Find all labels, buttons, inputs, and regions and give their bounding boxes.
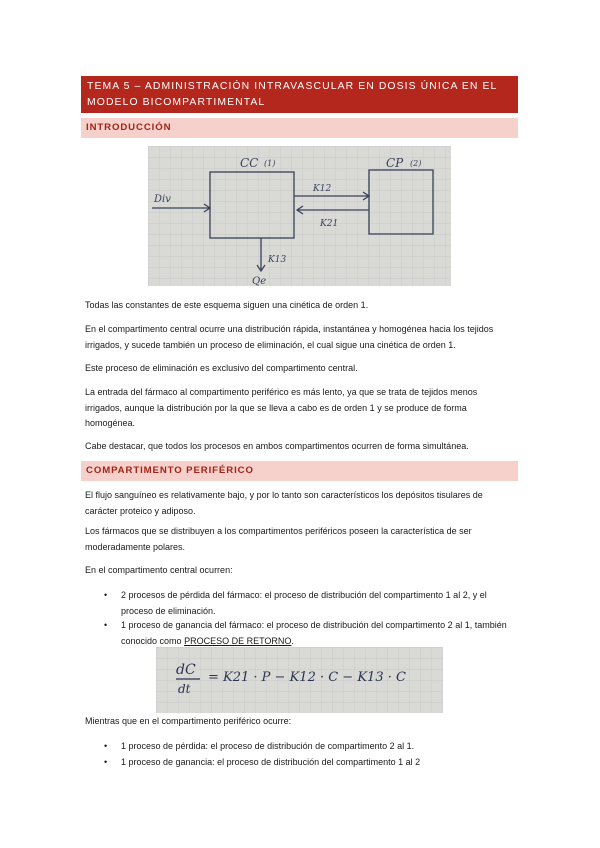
- peripheral-bullet-1: 1 proceso de pérdida: el proceso de distribución de compartimento 2 al 1.: [121, 741, 415, 751]
- equation-lhs-top: dC: [176, 662, 196, 678]
- equation-drawing: [156, 647, 443, 713]
- central-bullet-2: 1 proceso de ganancia del fármaco: el proceso de distribución del compartimento 2 al 1, también conocido como PROCESO DE RETORNO.: [121, 620, 507, 646]
- peripheral-bullet-2: 1 proceso de ganancia: el proceso de distribución del compartimento 1 al 2: [121, 757, 421, 767]
- section-heading-introduccion: INTRODUCCIÓN: [81, 118, 518, 138]
- section-heading-compartimento-periferico: COMPARTIMENTO PERIFÉRICO: [81, 461, 518, 481]
- k12-label: K12: [313, 184, 332, 194]
- peripheral-paragraph-2: Los fármacos que se distribuyen a los compartimentos periféricos poseen la característica de ser moderadamente polares.: [85, 526, 472, 552]
- intro-paragraph-4: La entrada del fármaco al compartimento periférico es más lento, ya que se trata de tejidos menos irrigados, aunque la distribución por la que se lleva a cabo es de orden 1 y se produce de forma homogénea.: [85, 387, 478, 429]
- bullet-marker: •: [104, 620, 108, 630]
- cp-label: CP: [386, 156, 404, 170]
- peripheral-intro: Mientras que en el compartimento periférico ocurre:: [85, 716, 292, 726]
- cc-number: (1): [264, 159, 276, 168]
- return-process-term: PROCESO DE RETORNO: [184, 635, 292, 646]
- peripheral-paragraph-3: En el compartimento central ocurren:: [85, 565, 233, 575]
- bullet-marker: •: [104, 757, 108, 767]
- intro-paragraph-5: Cabe destacar, que todos los procesos en ambos compartimentos ocurren de forma simultánea.: [85, 441, 469, 451]
- equation-rhs: = K21 · P − K12 · C − K13 · C: [208, 670, 406, 685]
- central-bullet-2-text: 1 proceso de ganancia del fármaco: el proceso de distribución del compartimento 2 al 1, también conocido como: [121, 620, 507, 646]
- peripheral-paragraph-1: El flujo sanguíneo es relativamente bajo, y por lo tanto son característicos los depósitos tisulares de carácter proteico y adiposo.: [85, 490, 483, 516]
- intro-paragraph-2: En el compartimento central ocurre una distribución rápida, instantánea y homogénea hacia los tejidos irrigados, y sucede también un proceso de eliminación, el cual sigue una cinética de orden 1.: [85, 324, 494, 350]
- bullet-marker: •: [104, 741, 108, 751]
- cp-number: (2): [410, 159, 422, 168]
- k13-label: K13: [268, 255, 287, 265]
- document-title: TEMA 5 – ADMINISTRACIÓN INTRAVASCULAR EN DOSIS ÚNICA EN EL MODELO BICOMPARTIMENTAL: [81, 76, 518, 113]
- intro-paragraph-1: Todas las constantes de este esquema siguen una cinética de orden 1.: [85, 300, 369, 310]
- div-label: Div: [154, 194, 171, 205]
- equation-image: [156, 647, 443, 713]
- equation-lhs-bottom: dt: [178, 682, 191, 696]
- k21-label: K21: [320, 219, 339, 229]
- compartment-diagram: [148, 146, 451, 286]
- qe-label: Qe: [252, 276, 267, 286]
- diagram-drawing: [148, 146, 451, 286]
- cc-label: CC: [240, 156, 259, 170]
- intro-paragraph-3: Este proceso de eliminación es exclusivo del compartimento central.: [85, 363, 358, 373]
- bullet-marker: •: [104, 590, 108, 600]
- central-bullet-1: 2 procesos de pérdida del fármaco: el proceso de distribución del compartimento 1 al 2, y el proceso de eliminación.: [121, 590, 487, 616]
